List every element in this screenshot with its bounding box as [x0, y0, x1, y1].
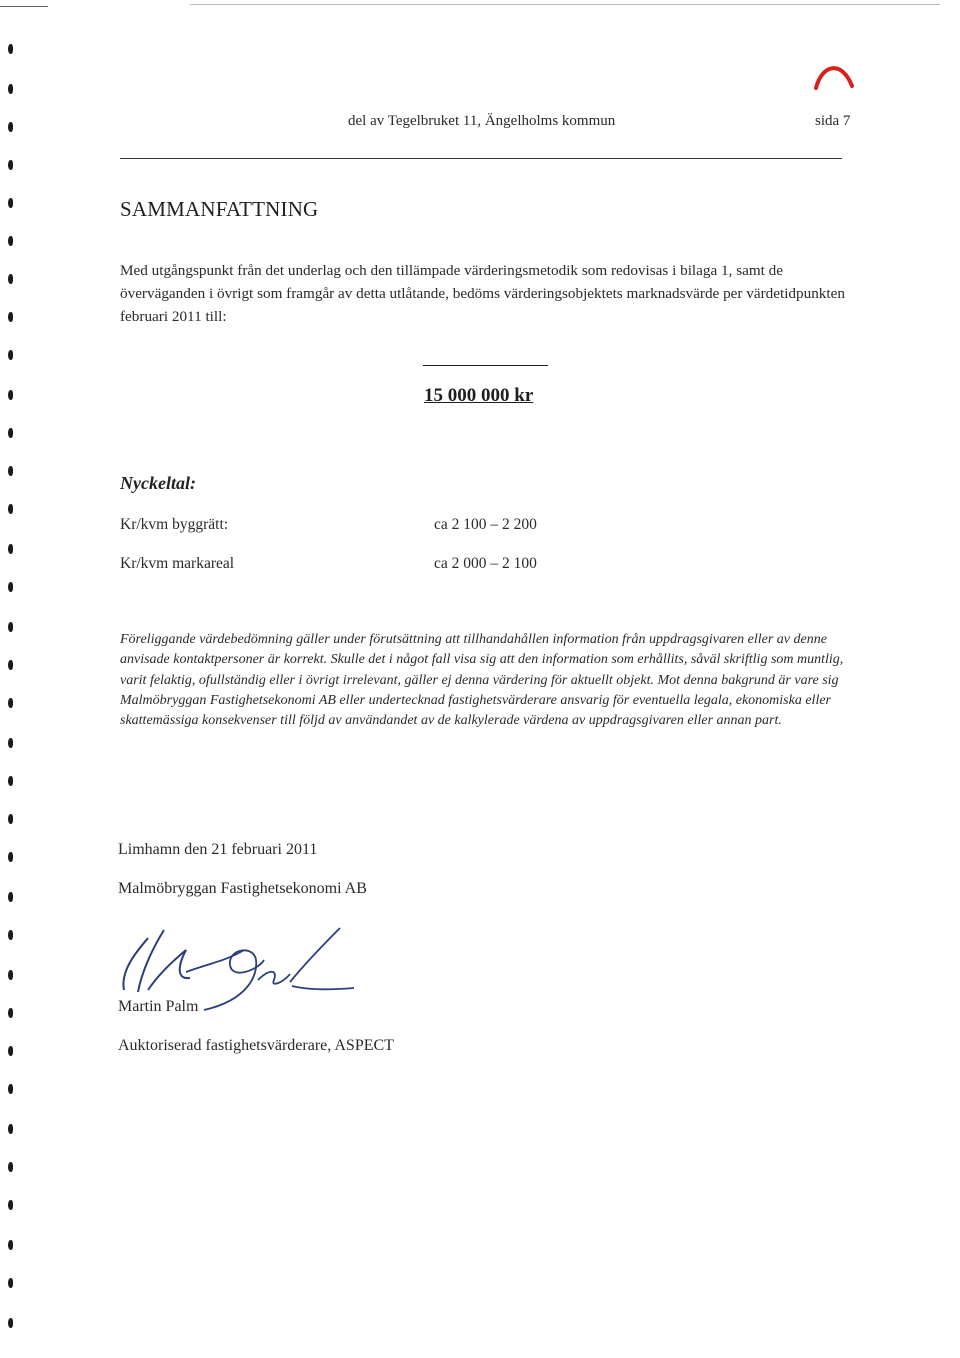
punch-hole [8, 698, 13, 708]
punch-hole [8, 504, 13, 514]
punch-hole [8, 660, 13, 670]
market-value: 15 000 000 kr [424, 385, 534, 406]
punch-hole [8, 122, 13, 132]
place-date: Limhamn den 21 februari 2011 [118, 841, 318, 858]
document-header-title: del av Tegelbruket 11, Ängelholms kommun [348, 113, 616, 129]
punch-hole [8, 312, 13, 322]
scan-top-line [0, 6, 48, 7]
value-top-rule [423, 365, 548, 366]
punch-hole [8, 1200, 13, 1210]
punch-hole [8, 1008, 13, 1018]
punch-hole [8, 350, 13, 360]
key-figure-value: ca 2 000 – 2 100 [434, 555, 537, 572]
punch-hole [8, 1278, 13, 1288]
signer-title: Auktoriserad fastighetsvärderare, ASPECT [118, 1037, 394, 1054]
punch-hole [8, 892, 13, 902]
punch-hole [8, 44, 13, 54]
punch-hole [8, 84, 13, 94]
header-divider [120, 158, 842, 159]
punch-hole [8, 622, 13, 632]
punch-hole [8, 852, 13, 862]
key-figure-label: Kr/kvm byggrätt: [120, 516, 229, 533]
punch-hole [8, 582, 13, 592]
punch-hole [8, 776, 13, 786]
punch-hole [8, 738, 13, 748]
disclaimer-paragraph: Föreliggande värdebedömning gäller under förutsättning att tillhandahållen information från uppdragsgivaren eller av denne anvisade kontaktpersoner är korrekt. Skulle det i något fall visa sig att den information som erhållits, såväl skriftlig som muntlig, varit felaktig, ofullständig eller i övrigt irrelevant, gäller ej denna värdering för aktuellt objekt. Mot denna bakgrund är vare sig Malmöbryggan Fastighetsekonomi AB eller undertecknad fastighetsvärderare ansvarig för eventuella legala, ekonomiska eller skattemässiga konsekvenser till följd av användandet av de kalkylerade värdena av uppdragsgivaren eller annan part. [120, 632, 844, 729]
punch-hole [8, 236, 13, 246]
red-arc-mark [812, 62, 856, 90]
punch-hole [8, 390, 13, 400]
punch-hole [8, 198, 13, 208]
punch-hole [8, 274, 13, 284]
page-number: sida 7 [815, 113, 851, 129]
key-figure-value: ca 2 100 – 2 200 [434, 516, 537, 533]
key-figures-heading: Nyckeltal: [120, 473, 196, 493]
punch-hole [8, 466, 13, 476]
punch-hole [8, 930, 13, 940]
punch-hole [8, 1124, 13, 1134]
punch-hole [8, 1240, 13, 1250]
company-name: Malmöbryggan Fastighetsekonomi AB [118, 880, 367, 897]
punch-hole [8, 160, 13, 170]
section-heading: SAMMANFATTNING [120, 197, 319, 221]
signer-name: Martin Palm [118, 998, 199, 1015]
punch-hole [8, 544, 13, 554]
punch-hole [8, 428, 13, 438]
scan-top-line [190, 4, 940, 5]
key-figure-label: Kr/kvm markareal [120, 555, 235, 572]
punch-hole [8, 1084, 13, 1094]
punch-hole [8, 1318, 13, 1328]
punch-hole [8, 814, 13, 824]
punch-hole [8, 1046, 13, 1056]
punch-hole [8, 1162, 13, 1172]
intro-paragraph: Med utgångspunkt från det underlag och den tillämpade värderingsmetodik som redovisas i bilaga 1, samt de överväganden i övrigt som framgår av detta utlåtande, bedöms värderingsobjektets marknadsvärde per värdetidpunkten februari 2011 till: [120, 262, 845, 325]
punch-hole [8, 970, 13, 980]
